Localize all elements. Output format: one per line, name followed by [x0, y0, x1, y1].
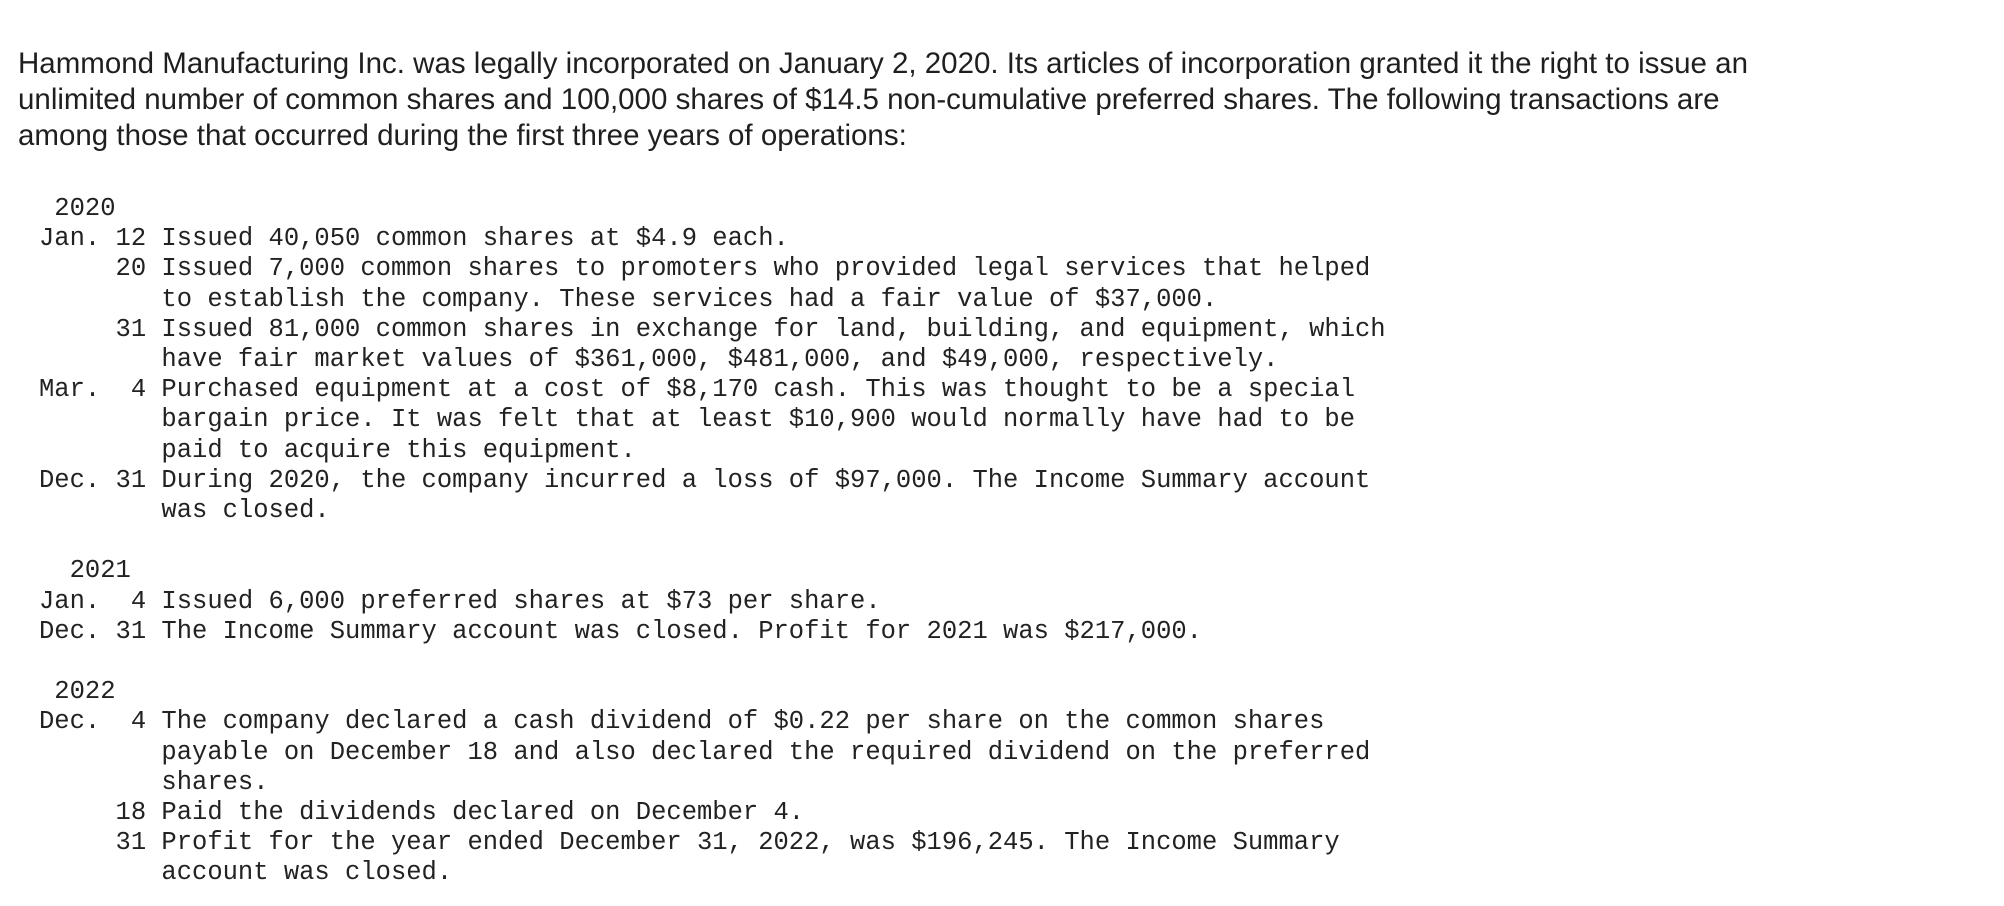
transaction-date: Dec. 31 [39, 616, 147, 646]
year-heading: 2021 [39, 556, 131, 586]
description-line: During 2020, the company incurred a loss of $97,000. The Income Summary account [161, 465, 1371, 495]
description-line: account was closed. [161, 858, 453, 888]
intro-line: unlimited number of common shares and 100,000 shares of $14.5 non-cumulative preferred shares. The following transactions are [18, 83, 1720, 116]
section-gap [39, 647, 1386, 677]
transaction-row [39, 375, 1386, 466]
transaction-date: Dec. 4 [39, 707, 147, 737]
transaction-row [39, 707, 1386, 798]
transaction-description [161, 587, 880, 617]
transaction-description [161, 466, 1370, 526]
transaction-description [161, 617, 1202, 647]
description-line: Issued 40,050 common shares at $4.9 each. [161, 224, 789, 254]
transaction-row [39, 224, 1386, 254]
description-line: to establish the company. These services had a fair value of $37,000. [161, 284, 1218, 314]
description-line: bargain price. It was felt that at least $10,900 would normally have had to be [161, 405, 1356, 435]
year-heading: 2022 [39, 677, 116, 707]
transaction-description [161, 707, 1370, 798]
description-line: Issued 7,000 common shares to promoters who provided legal services that helped [161, 254, 1371, 284]
description-line: paid to acquire this equipment. [161, 435, 636, 465]
transaction-date: Jan. 4 [39, 586, 147, 616]
transaction-description [161, 254, 1370, 314]
description-line: Issued 6,000 preferred shares at $73 per share. [161, 586, 881, 616]
transaction-row [39, 617, 1386, 647]
transaction-date: Dec. 31 [39, 465, 147, 495]
transaction-date: 31 [39, 828, 147, 858]
transaction-row [39, 587, 1386, 617]
description-line: Profit for the year ended December 31, 2022, was $196,245. The Income Summary [161, 828, 1340, 858]
transaction-date: 18 [39, 798, 147, 828]
problem-intro [18, 46, 1748, 154]
transaction-description [161, 315, 1385, 375]
description-line: shares. [161, 767, 269, 797]
description-line: Issued 81,000 common shares in exchange for land, building, and equipment, which [161, 314, 1386, 344]
transaction-description [161, 798, 804, 828]
transaction-description [161, 828, 1339, 888]
description-line: Paid the dividends declared on December 4. [161, 798, 805, 828]
section-gap [39, 526, 1386, 556]
transaction-date: 20 [39, 254, 147, 284]
description-line: The company declared a cash dividend of $0.22 per share on the common shares [161, 707, 1325, 737]
intro-line: among those that occurred during the first three years of operations: [18, 119, 907, 152]
description-line: The Income Summary account was closed. Profit for 2021 was $217,000. [161, 616, 1202, 646]
transaction-date: Mar. 4 [39, 375, 147, 405]
transaction-row [39, 798, 1386, 828]
intro-line: Hammond Manufacturing Inc. was legally incorporated on January 2, 2020. Its articles of incorporation granted it the right to issue an [18, 47, 1748, 80]
description-line: payable on December 18 and also declared the required dividend on the preferred [161, 737, 1371, 767]
description-line: Purchased equipment at a cost of $8,170 cash. This was thought to be a special [161, 375, 1356, 405]
transaction-description [161, 224, 788, 254]
transaction-date: Jan. 12 [39, 224, 147, 254]
transaction-row [39, 466, 1386, 526]
description-line: have fair market values of $361,000, $481,000, and $49,000, respectively. [161, 345, 1279, 375]
transaction-row [39, 828, 1386, 888]
transactions-list [39, 194, 1386, 889]
transaction-row [39, 315, 1386, 375]
transaction-description [161, 375, 1355, 466]
description-line: was closed. [161, 496, 330, 526]
year-heading: 2020 [39, 194, 116, 223]
transaction-date: 31 [39, 314, 147, 344]
transaction-row [39, 254, 1386, 314]
